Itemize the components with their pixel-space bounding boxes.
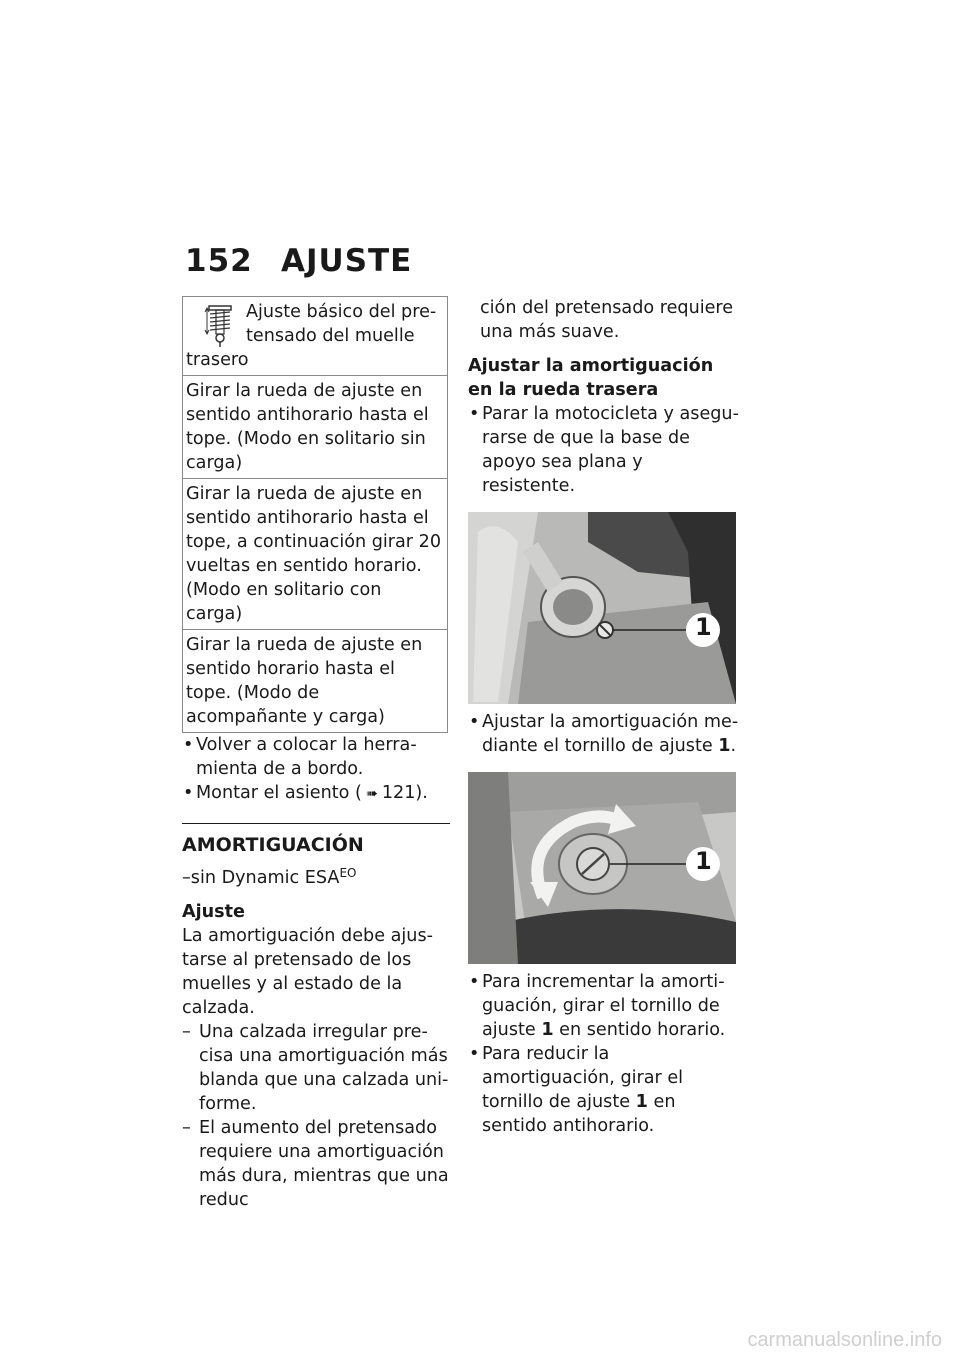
bullet-item xyxy=(468,970,740,1042)
right-column xyxy=(468,296,740,1138)
bullet-item xyxy=(468,710,740,758)
left-column xyxy=(182,296,450,1212)
bold-ref: 1 xyxy=(718,736,731,756)
bullet-item: • Volver a colocar la herramienta de a bordo. xyxy=(182,733,450,781)
bullet-text: Ajustar la amortiguación mediante el tornillo de ajuste xyxy=(482,712,739,756)
table-row: Girar la rueda de ajuste en sentido horario hasta el tope. (Modo de acompañante y carga) xyxy=(183,630,448,733)
page-reference-arrow-icon[interactable]: ➠ xyxy=(365,786,378,802)
bullet-text-end: . xyxy=(730,736,737,756)
page-reference[interactable]: 121). xyxy=(381,783,428,803)
bullet-text: Para reducir la amortiguación, girar el tornillo de ajuste xyxy=(482,1044,684,1112)
adjusting-screw-closeup-image xyxy=(468,772,736,964)
spring-preload-icon xyxy=(204,304,236,348)
subheading: Ajuste xyxy=(182,902,245,922)
bullet-item xyxy=(182,781,450,806)
table-row: Girar la rueda de ajuste en sentido antihorario hasta el tope, a continuación girar 20 vueltas en sentido horario. (Modo en solitario con carga) xyxy=(183,479,448,630)
section-divider xyxy=(182,823,450,824)
table-title: Ajuste básico del pretensado del muelle trasero xyxy=(186,302,437,370)
dash-item: – El aumento del pretensado requiere una amortiguación más dura, mientras que una reduc xyxy=(182,1116,450,1212)
spring-preload-table xyxy=(182,296,448,733)
dash-item: – Una calzada irregular precisa una amortiguación más blanda que una calzada uniforme. xyxy=(182,1020,450,1116)
paragraph: La amortiguación debe ajustarse al pretensado de los muelles y al estado de la calzada. xyxy=(182,926,433,1018)
bullet-text: Para incrementar la amortiguación, girar el tornillo de ajuste xyxy=(482,972,725,1040)
section-title: AJUSTE xyxy=(281,243,413,279)
page-header xyxy=(185,243,412,279)
table-row: Girar la rueda de ajuste en sentido antihorario hasta el tope. (Modo en solitario sin carga) xyxy=(183,376,448,479)
bullet-item: • Parar la motocicleta y asegurarse de que la base de apoyo sea plana y resistente. xyxy=(468,402,740,498)
bold-ref: 1 xyxy=(635,1092,648,1112)
section-heading: Ajustar la amortiguación en la rueda trasera xyxy=(468,356,714,400)
table-title-cell xyxy=(183,297,448,376)
callout-label: 1 xyxy=(695,847,712,875)
variant-code: EO xyxy=(339,866,357,880)
bullet-item xyxy=(468,1042,740,1138)
bullet-text-end: en sentido antihorario. xyxy=(482,1092,676,1136)
bold-ref: 1 xyxy=(541,1020,554,1040)
section-heading: AMORTIGUACIÓN xyxy=(182,834,364,856)
continuation-text: ción del pretensado requiere una más suave. xyxy=(480,298,734,342)
bullet-text-end: en sentido horario. xyxy=(553,1020,726,1040)
variant-note xyxy=(182,861,450,890)
callout-label: 1 xyxy=(695,613,712,641)
page-number: 152 xyxy=(185,243,253,279)
rear-shock-overview-image xyxy=(468,512,736,704)
variant-note-text: –sin Dynamic ESA xyxy=(182,868,340,888)
watermark: carmanualsonline.info xyxy=(747,1329,942,1351)
bullet-text: Montar el asiento ( xyxy=(196,783,362,803)
